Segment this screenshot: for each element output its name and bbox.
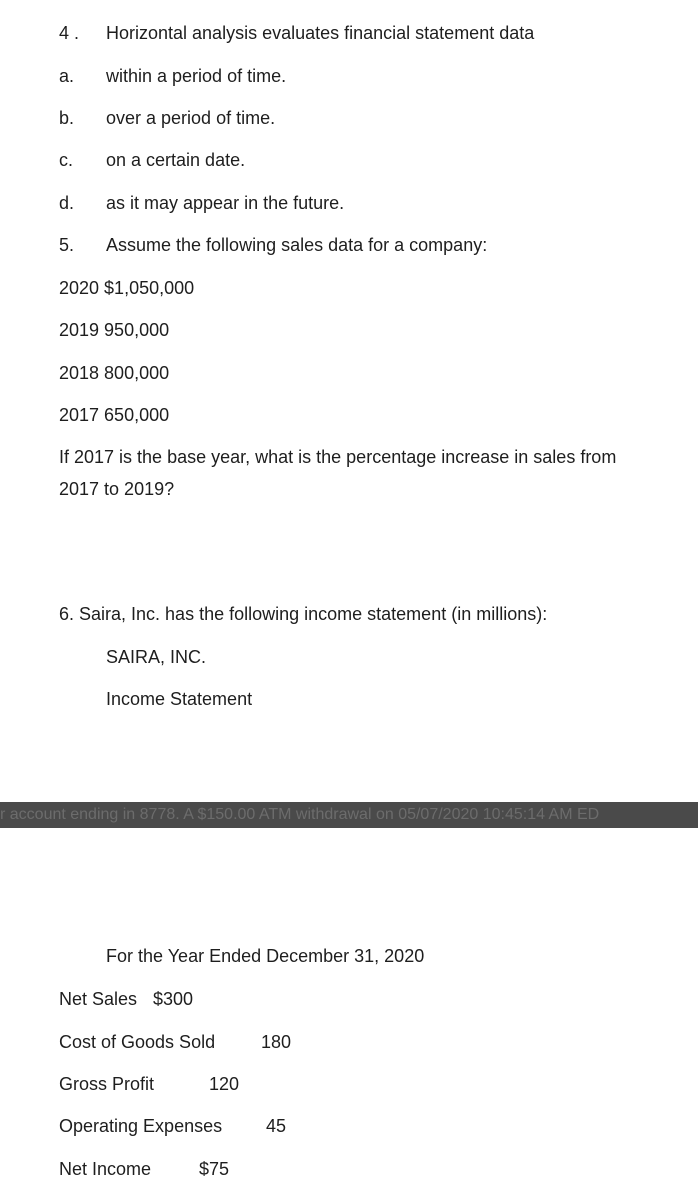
question-5-stem: Assume the following sales data for a company:	[106, 235, 488, 255]
option-c-letter: c.	[59, 150, 74, 170]
line-net-sales-value: $300	[153, 989, 194, 1009]
question-4-stem: Horizontal analysis evaluates financial statement data	[106, 23, 535, 43]
option-b-text: over a period of time.	[106, 108, 276, 128]
line-net-income-label: Net Income	[59, 1159, 152, 1179]
question-5-prompt: If 2017 is the base year, what is the percentage increase in sales from 2017 to 2019?	[59, 447, 617, 499]
line-gross-profit-value: 120	[209, 1074, 240, 1094]
line-opex-label: Operating Expenses	[59, 1116, 223, 1136]
line-cogs-label: Cost of Goods Sold	[59, 1032, 216, 1052]
line-opex-value: 45	[266, 1116, 287, 1136]
sales-row-2020: 2020 $1,050,000	[59, 278, 195, 298]
option-d-text: as it may appear in the future.	[106, 193, 345, 213]
sales-row-2018: 2018 800,000	[59, 363, 170, 383]
question-5-number: 5.	[59, 235, 75, 255]
option-b-letter: b.	[59, 108, 75, 128]
question-4-number: 4 .	[59, 23, 80, 43]
option-d-letter: d.	[59, 193, 75, 213]
line-cogs-value: 180	[261, 1032, 292, 1052]
line-gross-profit-label: Gross Profit	[59, 1074, 155, 1094]
statement-title: Income Statement	[106, 689, 253, 709]
notification-banner-text: r account ending in 8778. A $150.00 ATM withdrawal on 05/07/2020 10:45:14 AM ED	[0, 806, 600, 823]
sales-row-2017: 2017 650,000	[59, 405, 170, 425]
option-a-text: within a period of time.	[106, 66, 287, 86]
statement-period: For the Year Ended December 31, 2020	[106, 946, 425, 966]
company-name: SAIRA, INC.	[106, 647, 207, 667]
notification-banner	[0, 802, 698, 828]
line-net-sales-label: Net Sales	[59, 989, 138, 1009]
option-a-letter: a.	[59, 66, 75, 86]
line-net-income-value: $75	[199, 1159, 230, 1179]
sales-row-2019: 2019 950,000	[59, 320, 170, 340]
option-c-text: on a certain date.	[106, 150, 246, 170]
question-6-stem: 6. Saira, Inc. has the following income statement (in millions):	[59, 604, 548, 624]
